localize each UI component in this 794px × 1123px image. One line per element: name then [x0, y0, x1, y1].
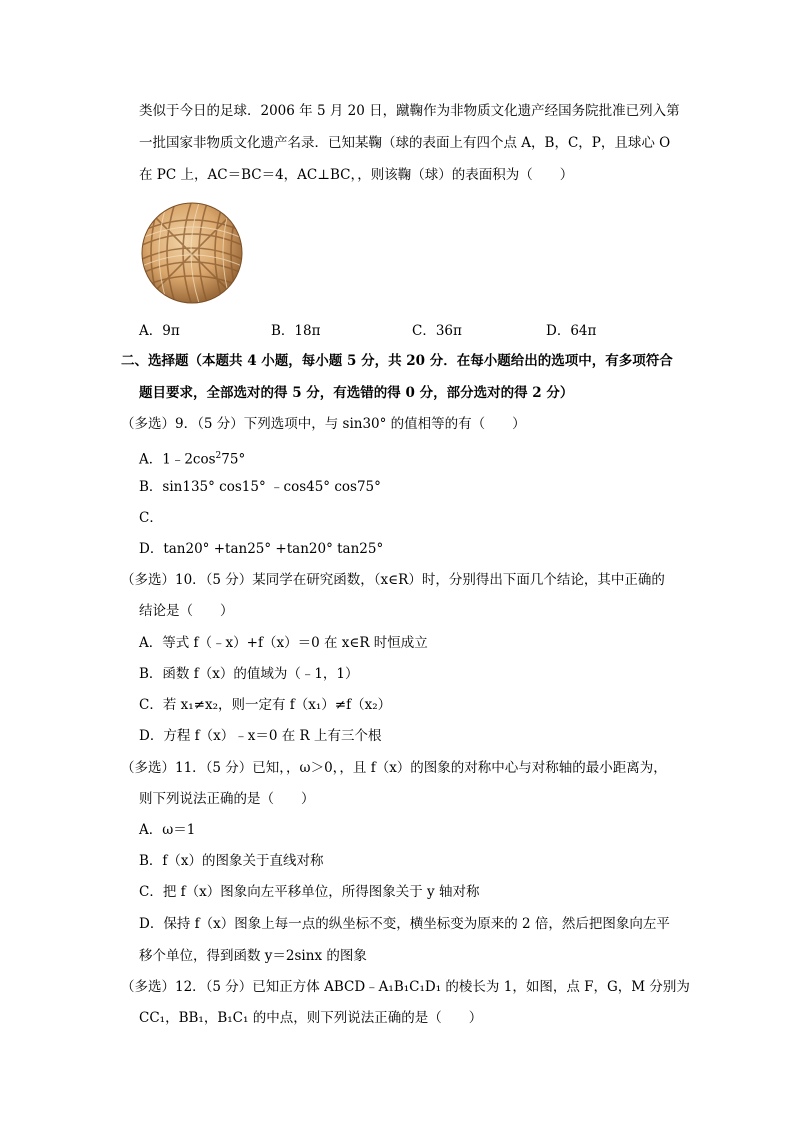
q11-option-d-line-1: D．保持 f（x）图象上每一点的纵坐标不变，横坐标变为原来的 2 倍，然后把图象向左平 — [139, 916, 670, 932]
q11-stem-line-2: 则下列说法正确的是（ ） — [139, 791, 315, 807]
section2-heading-line-2: 题目要求，全部选对的得 5 分，有选错的得 0 分，部分选对的得 2 分） — [139, 385, 574, 401]
q12-stem-line-2: CC₁，BB₁，B₁C₁ 的中点，则下列说法正确的是（ ） — [139, 1010, 483, 1026]
q9-option-a-pre: A．1﹣2cos — [139, 451, 216, 468]
q10-option-a: A．等式 f（﹣x）+f（x）＝0 在 x∈R 时恒成立 — [139, 635, 428, 651]
q11-option-d-line-2: 移个单位，得到函数 y＝2sinx 的图象 — [139, 948, 367, 964]
q8-option-a: A．9π — [139, 323, 180, 339]
q12-stem-line-1: （多选）12．（5 分）已知正方体 ABCD﹣A₁B₁C₁D₁ 的棱长为 1，如图，点 F，G，M 分别为 — [121, 979, 690, 995]
q9-option-a-sup: 2 — [215, 451, 222, 461]
q11-option-c: C．把 f（x）图象向左平移单位，所得图象关于 y 轴对称 — [139, 884, 480, 900]
q10-stem-line-2: 结论是（ ） — [139, 603, 234, 619]
q8-option-b: B．18π — [271, 323, 321, 339]
q8-option-d: D．64π — [546, 323, 597, 339]
q9-option-b: B．sin135° cos15° ﹣cos45° cos75° — [139, 479, 381, 495]
q9-stem: （多选）9．（5 分）下列选项中，与 sin30° 的值相等的有（ ） — [121, 416, 526, 432]
q10-stem-line-1: （多选）10．（5 分）某同学在研究函数，（x∈R）时，分别得出下面几个结论，其中正确的 — [121, 572, 665, 588]
q9-option-a-post: 75° — [221, 451, 246, 468]
q8-line-2: 一批国家非物质文化遗产名录．已知某鞠（球的表面上有四个点 A，B，C，P，且球心 O — [139, 135, 671, 151]
q10-option-c: C．若 x₁≠x₂，则一定有 f（x₁）≠f（x₂） — [139, 697, 392, 713]
q11-option-b: B．f（x）的图象关于直线对称 — [139, 853, 324, 869]
q8-line-1: 类似于今日的足球．2006 年 5 月 20 日，蹴鞠作为非物质文化遗产经国务院批准已列入第 — [139, 103, 680, 119]
q8-line-3: 在 PC 上，AC＝BC＝4，AC⊥BC，，则该鞠（球）的表面积为（ ） — [139, 167, 574, 183]
q10-option-b: B．函数 f（x）的值域为（﹣1，1） — [139, 666, 359, 682]
q9-option-d: D．tan20° +tan25° +tan20° tan25° — [139, 541, 384, 557]
q9-option-c: C． — [139, 510, 163, 526]
q9-option-a — [139, 446, 245, 470]
q8-option-c: C．36π — [412, 323, 462, 339]
q11-option-a: A．ω＝1 — [139, 822, 196, 838]
q10-option-d: D．方程 f（x）﹣x＝0 在 R 上有三个根 — [139, 728, 382, 744]
q11-stem-line-1: （多选）11．（5 分）已知，，ω＞0，，且 f（x）的图象的对称中心与对称轴的最小距离为， — [121, 760, 667, 776]
cuju-ball-image — [139, 201, 245, 305]
section2-heading-line-1: 二、选择题（本题共 4 小题，每小题 5 分，共 20 分．在每小题给出的选项中，有多项符合 — [121, 353, 673, 369]
